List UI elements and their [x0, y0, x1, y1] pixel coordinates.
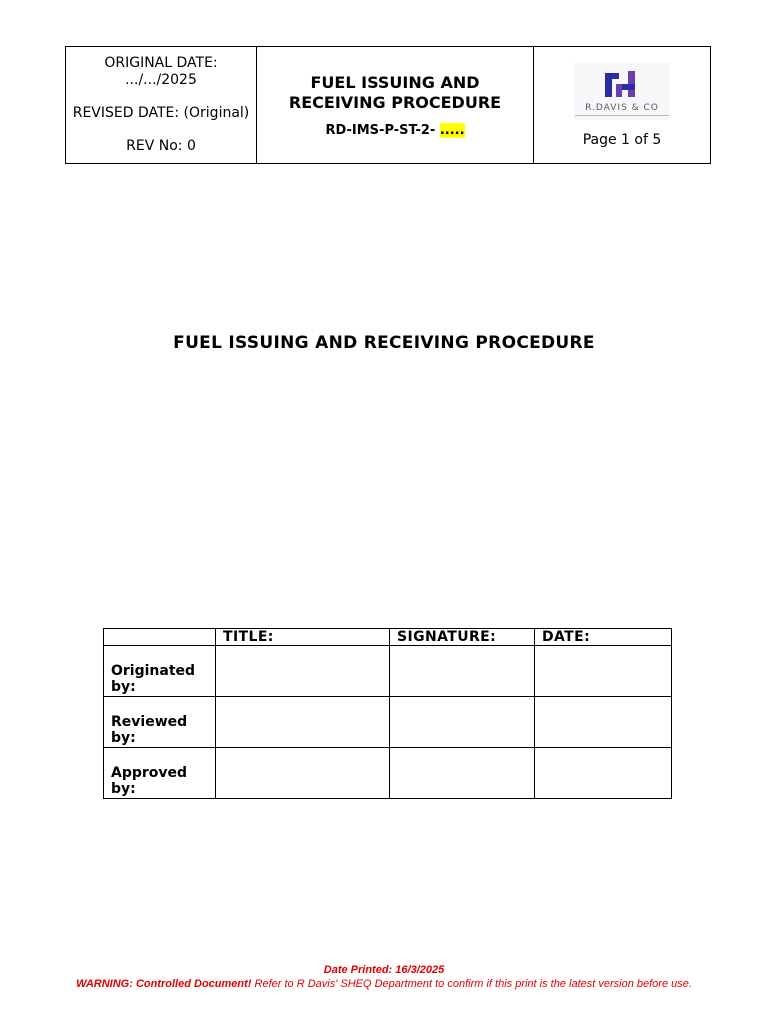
- table-row: [104, 697, 672, 748]
- controlled-document-warning: [0, 977, 768, 991]
- original-date-label: ORIGINAL DATE:: [104, 55, 218, 71]
- company-logo-icon: [602, 67, 642, 101]
- rev-number: REV No: 0: [126, 138, 196, 154]
- signoff-header-row: [104, 629, 672, 646]
- signoff-header-signature: SIGNATURE:: [390, 629, 535, 646]
- originated-title-cell[interactable]: [216, 646, 390, 697]
- company-logo: [574, 62, 670, 120]
- originated-signature-cell[interactable]: [390, 646, 535, 697]
- document-code: [257, 123, 533, 138]
- header-title-line2: RECEIVING PROCEDURE: [288, 92, 502, 112]
- reviewed-signature-cell[interactable]: [390, 697, 535, 748]
- document-footer: [0, 963, 768, 991]
- approved-by-label: Approved by:: [104, 748, 216, 799]
- approved-title-cell[interactable]: [216, 748, 390, 799]
- warning-bold: WARNING: Controlled Document!: [76, 978, 252, 990]
- signoff-header-blank: [104, 629, 216, 646]
- reviewed-title-cell[interactable]: [216, 697, 390, 748]
- signoff-header-date: DATE:: [535, 629, 672, 646]
- signoff-table: [103, 628, 672, 799]
- approved-date-cell[interactable]: [535, 748, 672, 799]
- header-title-cell: [257, 47, 534, 164]
- table-row: [104, 748, 672, 799]
- signoff-header-title: TITLE:: [216, 629, 390, 646]
- header-dates-cell: [66, 47, 257, 164]
- original-date-value: .../.../2025: [125, 72, 197, 88]
- logo-wordmark: R.DAVIS & CO: [585, 102, 659, 113]
- reviewed-by-label: Reviewed by:: [104, 697, 216, 748]
- table-row: [104, 646, 672, 697]
- originated-date-cell[interactable]: [535, 646, 672, 697]
- document-header: [65, 46, 711, 164]
- warning-rest: Refer to R Davis' SHEQ Department to confirm if this print is the latest version before use.: [251, 978, 692, 990]
- header-logo-cell: [534, 47, 711, 164]
- reviewed-date-cell[interactable]: [535, 697, 672, 748]
- document-code-prefix: RD-IMS-P-ST-2-: [325, 122, 440, 138]
- header-title-line1: FUEL ISSUING AND: [310, 72, 480, 92]
- document-code-placeholder: .....: [439, 122, 465, 138]
- approved-signature-cell[interactable]: [390, 748, 535, 799]
- originated-by-label: Originated by:: [104, 646, 216, 697]
- date-printed: Date Printed: 16/3/2025: [323, 964, 445, 976]
- page-number: Page 1 of 5: [582, 132, 662, 148]
- revised-date: REVISED DATE: (Original): [72, 105, 250, 121]
- document-title: FUEL ISSUING AND RECEIVING PROCEDURE: [173, 333, 595, 353]
